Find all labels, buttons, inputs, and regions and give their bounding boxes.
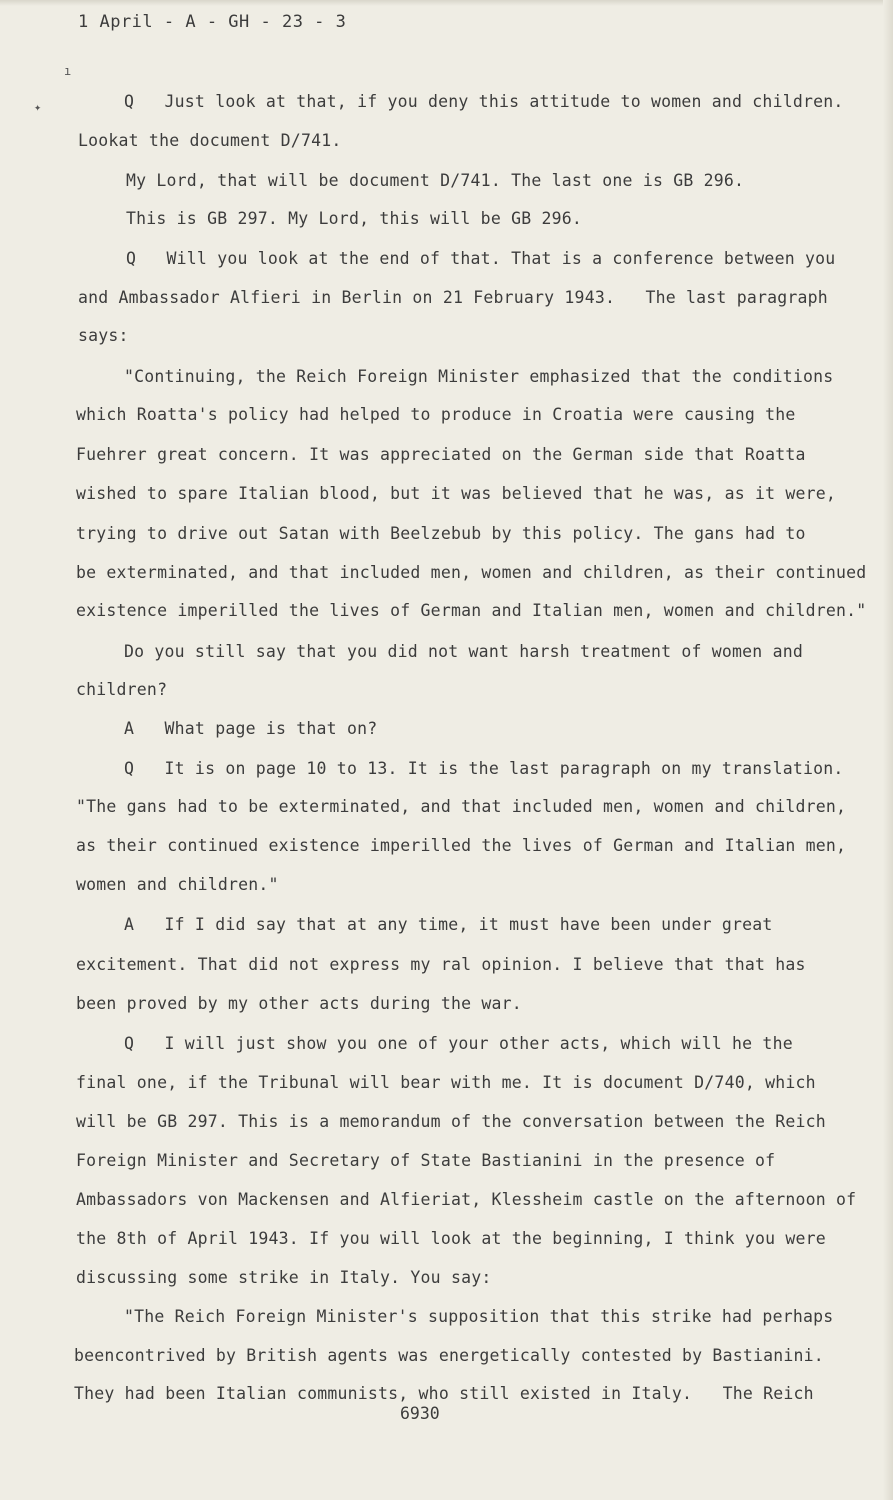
text-line: as their continued existence imperilled the lives of German and Italian men, [76, 836, 847, 855]
text-line: "The Reich Foreign Minister's supposition that this strike had perhaps [124, 1307, 834, 1326]
text-line: This is GB 297. My Lord, this will be GB 296. [126, 209, 583, 228]
text-line: A What page is that on? [124, 719, 378, 738]
text-line: A If I did say that at any time, it must have been under great [124, 915, 773, 934]
text-line: discussing some strike in Italy. You say: [76, 1268, 492, 1287]
text-line: Q I will just show you one of your other acts, which will he the [124, 1034, 793, 1053]
text-line: Q Just look at that, if you deny this attitude to women and children. [124, 92, 844, 111]
margin-mark: ı [64, 64, 72, 78]
text-line: "The gans had to be exterminated, and that included men, women and children, [76, 797, 847, 816]
text-line: be exterminated, and that included men, women and children, as their continued [76, 563, 867, 582]
text-line: final one, if the Tribunal will bear with me. It is document D/740, which [76, 1073, 816, 1092]
text-line: which Roatta's policy had helped to produce in Croatia were causing the [76, 405, 796, 424]
text-line: Q It is on page 10 to 13. It is the last paragraph on my translation. [124, 759, 844, 778]
text-line: the 8th of April 1943. If you will look at the beginning, I think you were [76, 1229, 826, 1248]
text-line: Foreign Minister and Secretary of State Bastianini in the presence of [76, 1151, 776, 1170]
text-line: existence imperilled the lives of German and Italian men, women and children." [76, 601, 867, 620]
page-number: 6930 [400, 1404, 440, 1423]
page-top-edge [0, 0, 893, 6]
text-line: been proved by my other acts during the war. [76, 994, 522, 1013]
text-line: Fuehrer great concern. It was appreciated on the German side that Roatta [76, 445, 806, 464]
text-line: Q Will you look at the end of that. That is a conference between you [126, 249, 836, 268]
text-line: says: [78, 326, 129, 345]
text-line: trying to drive out Satan with Beelzebub by this policy. The gans had to [76, 524, 806, 543]
text-line: Ambassadors von Mackensen and Alfieriat, Klessheim castle on the afternoon of [76, 1190, 857, 1209]
text-line: Lookat the document D/741. [78, 131, 342, 150]
text-line: and Ambassador Alfieri in Berlin on 21 February 1943. The last paragraph [78, 288, 828, 307]
page-right-edge [883, 0, 893, 1500]
text-line: excitement. That did not express my ral opinion. I believe that that has [76, 955, 806, 974]
text-line: women and children." [76, 875, 279, 894]
text-line: Do you still say that you did not want harsh treatment of women and [124, 642, 803, 661]
text-line: children? [76, 680, 168, 699]
text-line: wished to spare Italian blood, but it was believed that he was, as it were, [76, 484, 837, 503]
text-line: beencontrived by British agents was energetically contested by Bastianini. [74, 1346, 824, 1365]
text-line: My Lord, that will be document D/741. The last one is GB 296. [126, 171, 745, 190]
page-header: 1 April - A - GH - 23 - 3 [78, 12, 347, 32]
text-line: "Continuing, the Reich Foreign Minister emphasized that the conditions [124, 367, 834, 386]
text-line: They had been Italian communists, who still existed in Italy. The Reich [74, 1384, 814, 1403]
margin-mark: ✦ [34, 100, 42, 114]
text-line: will be GB 297. This is a memorandum of the conversation between the Reich [76, 1112, 826, 1131]
